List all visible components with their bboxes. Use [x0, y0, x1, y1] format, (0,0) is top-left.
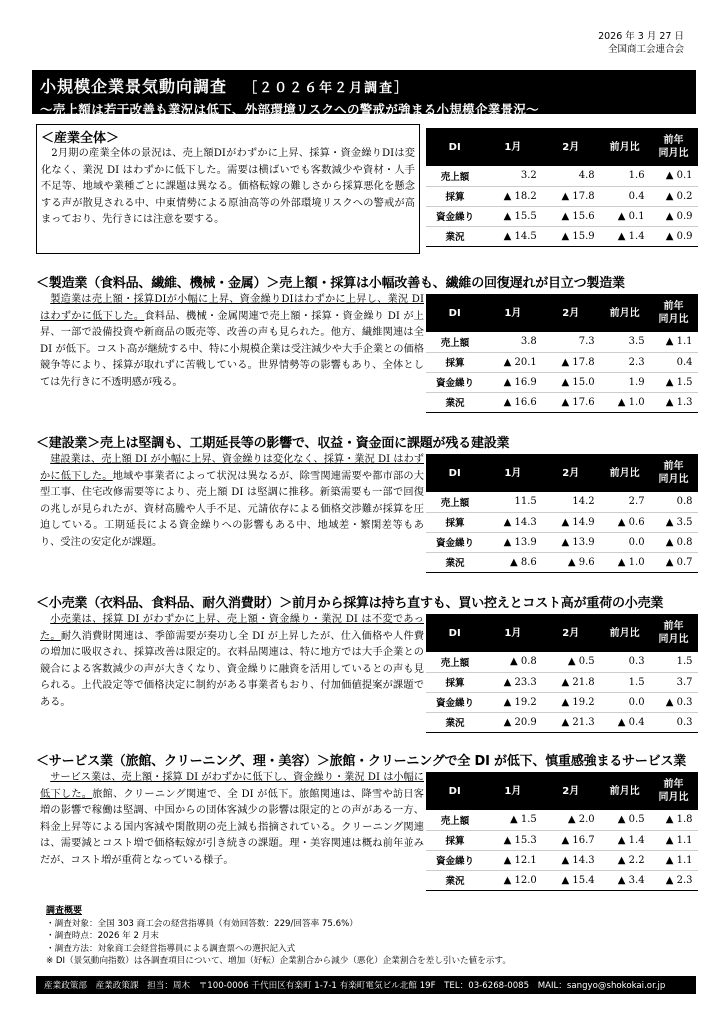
- table-row: [426, 652, 698, 672]
- table-row: [426, 166, 698, 186]
- row-label: 資金繰り: [426, 692, 484, 712]
- survey-notes: [46, 905, 686, 968]
- table-cell: ▲ 0.5: [600, 810, 650, 830]
- table-row: [426, 532, 698, 552]
- row-label: 採算: [426, 672, 484, 692]
- table-cell: ▲ 19.2: [542, 692, 600, 712]
- table-cell: 3.8: [484, 332, 542, 352]
- table-cell: 0.0: [600, 532, 650, 552]
- column-header: 2月: [542, 614, 600, 652]
- row-label: 資金繰り: [426, 206, 484, 226]
- section-text: 2月期の産業全体の景況は、売上額DIがわずかに上昇、採算・資金繰りDIは変化なく、業況 DI はわずかに低下した。需要は横ばいでも客数減少や資材・人手不足等、地域や業種ごとに課題は異なる。価格転嫁の難しさから採算悪化を懸念する声が散見される中、中東情勢による原油高等の外部環境リスクへの警戒が高まっており、先行きには注意を要する。: [41, 148, 415, 226]
- table-cell: 0.8: [650, 492, 698, 512]
- table-cell: ▲ 12.1: [484, 850, 542, 870]
- table-cell: 0.3: [600, 652, 650, 672]
- table-row: [426, 186, 698, 206]
- row-label: 売上額: [426, 332, 484, 352]
- section-text-rest: 食料品、機械・金属関連で売上額・採算・資金繰り DI が上昇、一部で設備投資や新商品の販売等、改善の声も見られた。他方、繊維関連は全 DI が低下。コスト高が継続する中、特に小規模企業は受注減少や大手企業との価格競争等により、採算が取れずに苦戦している。世界情勢等の影響もあり、全体としては先行きに不透明感が残る。: [40, 310, 424, 388]
- section-text: [40, 770, 424, 870]
- table-cell: ▲ 2.2: [600, 850, 650, 870]
- row-label: 売上額: [426, 492, 484, 512]
- table-cell: ▲ 21.8: [542, 672, 600, 692]
- table-cell: ▲ 21.3: [542, 712, 600, 732]
- table-row: [426, 830, 698, 850]
- section-text: [40, 452, 424, 552]
- table-cell: ▲ 14.3: [484, 512, 542, 532]
- section-text-lead: サービス業は、売上額・採算 DI がわずかに低下し、資金繰り・業況 DI は小幅に低下した。: [40, 772, 424, 800]
- table-cell: ▲ 13.9: [542, 532, 600, 552]
- table-cell: ▲ 0.8: [484, 652, 542, 672]
- table-cell: ▲ 0.6: [600, 512, 650, 532]
- table-cell: ▲ 1.1: [650, 332, 698, 352]
- title-main: 小規模企業景気動向調査: [40, 77, 228, 96]
- section-text-rest: 耐久消費財関連は、季節需要が奏功し全 DI が上昇したが、仕入価格や人件費の増加に吸収され、採算改善は限定的。衣料品関連は、特に地方では大手企業との競合による客数減少の声が大きくなり、資金繰りに融資を活用しているとの声も見られる。上代設定等で価格決定に制約がある事業者もおり、付加価値提案が課題である。: [40, 630, 425, 708]
- table-cell: ▲ 2.0: [542, 810, 600, 830]
- table-cell: ▲ 3.5: [650, 512, 698, 532]
- note-item: ※ DI（景気動向指数）は各調査項目について、増加（好転）企業割合から減少（悪化）企業割合を差し引いた値を示す。: [46, 956, 511, 966]
- table-cell: ▲ 1.5: [650, 372, 698, 392]
- table-cell: ▲ 0.8: [650, 532, 698, 552]
- column-header: 2月: [542, 128, 600, 166]
- section-text-rest: 地域や事業者によって状況は異なるが、除雪関連需要や都市部の大型工事、住宅改修需要等により、売上額 DI は堅調に推移。新築需要も一部で回復の兆しが見られたが、資材高騰や人手不足、元請依存による価格交渉難が採算を圧迫している。工期延長による資金繰りへの影響もある中、地域差・繁閑差等もあり、受注の安定化が課題。: [40, 470, 424, 548]
- section-title: ＜産業全体＞: [41, 131, 120, 146]
- table-row: [426, 692, 698, 712]
- table-cell: ▲ 13.9: [484, 532, 542, 552]
- di-table: [426, 128, 698, 247]
- table-cell: ▲ 17.8: [542, 352, 600, 372]
- column-header: 2月: [542, 294, 600, 332]
- table-cell: ▲ 19.2: [484, 692, 542, 712]
- title-bar: [32, 70, 696, 117]
- column-header: 前年 同月比: [650, 614, 698, 652]
- row-label: 業況: [426, 226, 484, 246]
- table-cell: 0.3: [650, 712, 698, 732]
- table-cell: ▲ 14.5: [484, 226, 542, 246]
- row-label: 業況: [426, 392, 484, 412]
- table-cell: ▲ 17.6: [542, 392, 600, 412]
- table-row: [426, 332, 698, 352]
- column-header: 1月: [484, 614, 542, 652]
- column-header: 前年 同月比: [650, 454, 698, 492]
- column-header: 前月比: [600, 294, 650, 332]
- table-row: [426, 372, 698, 392]
- table-row: [426, 672, 698, 692]
- section-title: ＜製造業（食料品、繊維、機械・金属）＞売上額・採算は小幅改善も、繊維の回復遅れが目立つ製造業: [36, 276, 625, 291]
- column-header: 1月: [484, 294, 542, 332]
- organization: 全国商工会連合会: [607, 44, 684, 55]
- notes-title: 調査概要: [46, 906, 83, 916]
- column-header: 2月: [542, 454, 600, 492]
- table-row: [426, 492, 698, 512]
- table-cell: ▲ 23.3: [484, 672, 542, 692]
- row-label: 採算: [426, 352, 484, 372]
- section-text-lead: 製造業は売上額・採算DIが小幅に上昇、資金繰りDIはわずかに上昇し、業況 DI はわずかに低下した。: [40, 294, 424, 322]
- table-header-row: [426, 772, 698, 810]
- table-cell: 3.7: [650, 672, 698, 692]
- row-label: 売上額: [426, 652, 484, 672]
- table-header-row: [426, 614, 698, 652]
- table-cell: ▲ 0.9: [650, 226, 698, 246]
- section-text: [40, 612, 424, 712]
- row-label: 採算: [426, 830, 484, 850]
- table-cell: 3.2: [484, 166, 542, 186]
- section-manufacturing: [36, 272, 696, 409]
- table-cell: ▲ 1.5: [484, 810, 542, 830]
- section-text: [40, 292, 424, 392]
- section-title: ＜サービス業（旅館、クリーニング、理・美容）＞旅館・クリーニングで全 DI が低下、慎重感強まるサービス業: [36, 754, 687, 769]
- column-header: 前月比: [600, 772, 650, 810]
- section-text-rest: 旅館、クリーニング関連で、全 DI が低下。旅館関連は、降雪や訪日客増の影響で稼働は堅調、中国からの団体客減少の影響は限定的との声がある一方、料金上昇等による国内客減や閑散期の売上減も指摘されている。クリーニング関連は、需要減とコスト増で価格転嫁が引き続きの課題。理・美容関連は概ね前年並みだが、コスト増が重荷となっている様子。: [40, 788, 424, 866]
- column-header: 1月: [484, 128, 542, 166]
- table-cell: ▲ 14.3: [542, 850, 600, 870]
- table-cell: 7.3: [542, 332, 600, 352]
- table-row: [426, 226, 698, 246]
- table-cell: ▲ 0.1: [600, 206, 650, 226]
- table-cell: 1.5: [650, 652, 698, 672]
- table-row: [426, 552, 698, 572]
- table-cell: ▲ 20.1: [484, 352, 542, 372]
- table-cell: ▲ 0.9: [650, 206, 698, 226]
- table-cell: 1.5: [600, 672, 650, 692]
- section-retail: [36, 592, 696, 729]
- table-row: [426, 392, 698, 412]
- column-header: 前月比: [600, 614, 650, 652]
- di-table: [426, 294, 698, 413]
- table-row: [426, 206, 698, 226]
- table-cell: ▲ 20.9: [484, 712, 542, 732]
- table-cell: ▲ 15.5: [484, 206, 542, 226]
- table-cell: ▲ 1.4: [600, 226, 650, 246]
- table-cell: 3.5: [600, 332, 650, 352]
- table-row: [426, 512, 698, 532]
- table-cell: ▲ 17.8: [542, 186, 600, 206]
- overall-box: [36, 124, 420, 254]
- table-cell: ▲ 15.3: [484, 830, 542, 850]
- di-table: [426, 614, 698, 733]
- table-cell: ▲ 15.4: [542, 870, 600, 890]
- table-cell: ▲ 15.9: [542, 226, 600, 246]
- table-cell: ▲ 8.6: [484, 552, 542, 572]
- table-cell: 14.2: [542, 492, 600, 512]
- table-row: [426, 352, 698, 372]
- table-cell: ▲ 1.1: [650, 830, 698, 850]
- table-cell: ▲ 16.7: [542, 830, 600, 850]
- column-header: DI: [426, 128, 484, 166]
- table-cell: 0.4: [600, 186, 650, 206]
- note-item: ・調査方法：対象商工会経営指導員による調査票への選択記入式: [46, 943, 296, 954]
- row-label: 業況: [426, 712, 484, 732]
- table-cell: 0.0: [600, 692, 650, 712]
- table-cell: 1.6: [600, 166, 650, 186]
- section-text-lead: 建設業は、売上額 DI が小幅に上昇、資金繰りは変化なく、採算・業況 DI はわずかに低下した。: [40, 454, 424, 482]
- table-cell: 1.9: [600, 372, 650, 392]
- row-label: 売上額: [426, 810, 484, 830]
- table-row: [426, 850, 698, 870]
- column-header: DI: [426, 614, 484, 652]
- section-title: ＜建設業＞売上は堅調も、工期延長等の影響で、収益・資金面に課題が残る建設業: [36, 436, 510, 451]
- table-row: [426, 712, 698, 732]
- title-subtitle: ～売上額は若干改善も業況は低下、外部環境リスクへの警戒が強まる小規模企業景況～: [40, 102, 539, 117]
- table-cell: ▲ 2.3: [650, 870, 698, 890]
- table-cell: ▲ 1.8: [650, 810, 698, 830]
- column-header: DI: [426, 772, 484, 810]
- row-label: 資金繰り: [426, 372, 484, 392]
- di-table: [426, 772, 698, 891]
- table-cell: 4.8: [542, 166, 600, 186]
- table-cell: ▲ 15.6: [542, 206, 600, 226]
- row-label: 売上額: [426, 166, 484, 186]
- table-cell: ▲ 18.2: [484, 186, 542, 206]
- column-header: 1月: [484, 772, 542, 810]
- table-cell: ▲ 1.0: [600, 392, 650, 412]
- table-cell: ▲ 16.9: [484, 372, 542, 392]
- table-cell: ▲ 1.3: [650, 392, 698, 412]
- column-header: 前月比: [600, 454, 650, 492]
- note-item: ・調査対象：全国 303 商工会の経営指導員（有効回答数：229/回答率 75.6%）: [46, 918, 358, 929]
- column-header: DI: [426, 294, 484, 332]
- section-services: [36, 750, 696, 887]
- table-cell: ▲ 3.4: [600, 870, 650, 890]
- table-cell: 11.5: [484, 492, 542, 512]
- footer-contact: 産業政策部 産業政策課 担当：周木 〒100-0006 千代田区有楽町 1-7-1 有楽町電気ビル北館 19F TEL：03-6268-0085 MAIL：sangyo@shokokai.or.jp: [36, 976, 696, 994]
- table-cell: ▲ 9.6: [542, 552, 600, 572]
- table-cell: 0.4: [650, 352, 698, 372]
- row-label: 業況: [426, 552, 484, 572]
- note-item: ・調査時点：2026 年 2 月末: [46, 931, 159, 941]
- section-construction: [36, 432, 696, 569]
- table-header-row: [426, 128, 698, 166]
- table-cell: ▲ 0.4: [600, 712, 650, 732]
- table-cell: ▲ 1.0: [600, 552, 650, 572]
- column-header: 1月: [484, 454, 542, 492]
- table-cell: ▲ 0.3: [650, 692, 698, 712]
- section-title: ＜小売業（衣料品、食料品、耐久消費財）＞前月から採算は持ち直すも、買い控えとコスト高が重荷の小売業: [36, 596, 664, 611]
- table-cell: ▲ 1.4: [600, 830, 650, 850]
- column-header: DI: [426, 454, 484, 492]
- row-label: 業況: [426, 870, 484, 890]
- row-label: 資金繰り: [426, 532, 484, 552]
- table-cell: ▲ 16.6: [484, 392, 542, 412]
- column-header: 前年 同月比: [650, 772, 698, 810]
- table-row: [426, 870, 698, 890]
- table-cell: ▲ 14.9: [542, 512, 600, 532]
- column-header: 2月: [542, 772, 600, 810]
- table-cell: ▲ 0.1: [650, 166, 698, 186]
- table-cell: ▲ 0.2: [650, 186, 698, 206]
- table-cell: ▲ 0.5: [542, 652, 600, 672]
- table-cell: 2.3: [600, 352, 650, 372]
- row-label: 資金繰り: [426, 850, 484, 870]
- table-cell: ▲ 15.0: [542, 372, 600, 392]
- issue-date: 2026 年 3 月 27 日: [598, 31, 684, 42]
- di-table: [426, 454, 698, 573]
- row-label: 採算: [426, 186, 484, 206]
- column-header: 前月比: [600, 128, 650, 166]
- section-text-lead: 小売業は、採算 DI がわずかに上昇、売上額・資金繰り・業況 DI は不変であった。: [40, 614, 424, 642]
- row-label: 採算: [426, 512, 484, 532]
- date-block: [598, 30, 684, 56]
- table-cell: ▲ 12.0: [484, 870, 542, 890]
- table-cell: ▲ 0.7: [650, 552, 698, 572]
- column-header: 前年 同月比: [650, 294, 698, 332]
- column-header: 前年 同月比: [650, 128, 698, 166]
- table-cell: ▲ 1.1: [650, 850, 698, 870]
- title-month: ［２０２６年２月調査］: [244, 81, 410, 96]
- table-header-row: [426, 294, 698, 332]
- section-overall: [36, 124, 696, 254]
- table-header-row: [426, 454, 698, 492]
- table-cell: 2.7: [600, 492, 650, 512]
- table-row: [426, 810, 698, 830]
